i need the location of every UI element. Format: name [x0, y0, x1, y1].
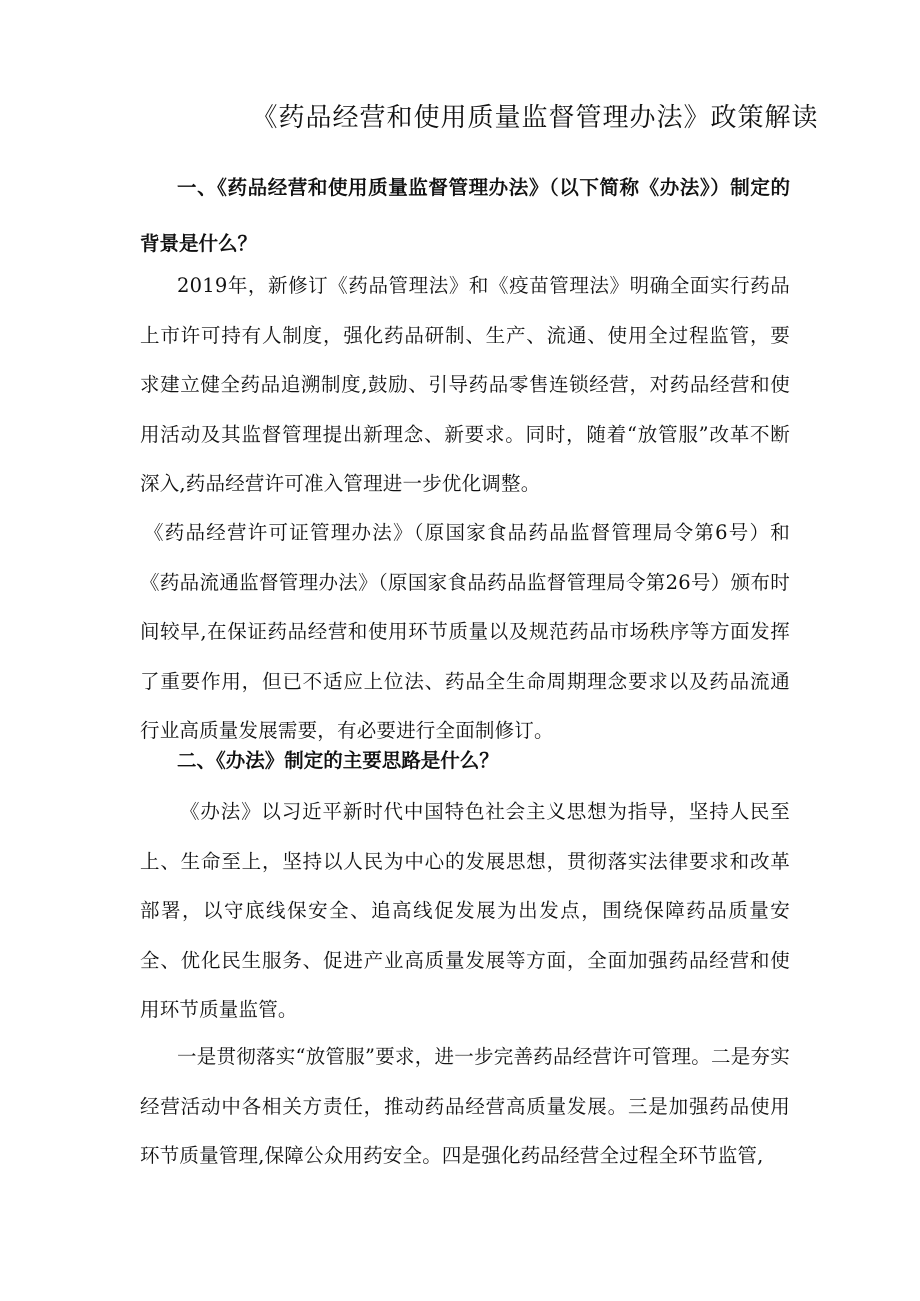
paragraph-old-regulations: 《药品经营许可证管理办法》（原国家食品药品监督管理局令第6号）和《药品流通监督管理办法》（原国家食品药品监督管理局令第26号）颁布时间较早,在保证药品经营和使用环节质量以及规范药品市场秩序等方面发挥了重要作用，但已不适应上位法、药品全生命周期理念要求以及药品流通行业高质量发展需要，有必要进行全面制修订。	[140, 521, 790, 742]
document-title: 《药品经营和使用质量监督管理办法》政策解读	[251, 103, 819, 133]
paragraph-main-approach: 《办法》以习近平新时代中国特色社会主义思想为指导，坚持人民至上、生命至上，坚持以人民为中心的发展思想，贯彻落实法律要求和改革部署，以守底线保安全、追高线促发展为出发点，围绕保障药品质量安全、优化民生服务、促进产业高质量发展等方面，全面加强药品经营和使用环节质量监管。	[140, 800, 790, 1021]
paragraph-background: 2019年，新修订《药品管理法》和《疫苗管理法》明确全面实行药品上市许可持有人制度，强化药品研制、生产、流通、使用全过程监管，要求建立健全药品追溯制度,鼓励、引导药品零售连锁经营，对药品经营和使用活动及其监督管理提出新理念、新要求。同时，随着“放管服”改革不断深入,药品经营许可准入管理进一步优化调整。	[140, 274, 790, 495]
section-heading-1: 一、《药品经营和使用质量监督管理办法》（以下简称《办法》）制定的背景是什么？	[140, 176, 790, 255]
section-heading-2: 二、《办法》制定的主要思路是什么？	[177, 749, 499, 772]
paragraph-key-points: 一是贯彻落实“放管服”要求，进一步完善药品经营许可管理。二是夯实经营活动中各相关方责任，推动药品经营高质量发展。三是加强药品使用环节质量管理,保障公众用药安全。四是强化药品经营全过程全环节监管,	[140, 1045, 790, 1167]
